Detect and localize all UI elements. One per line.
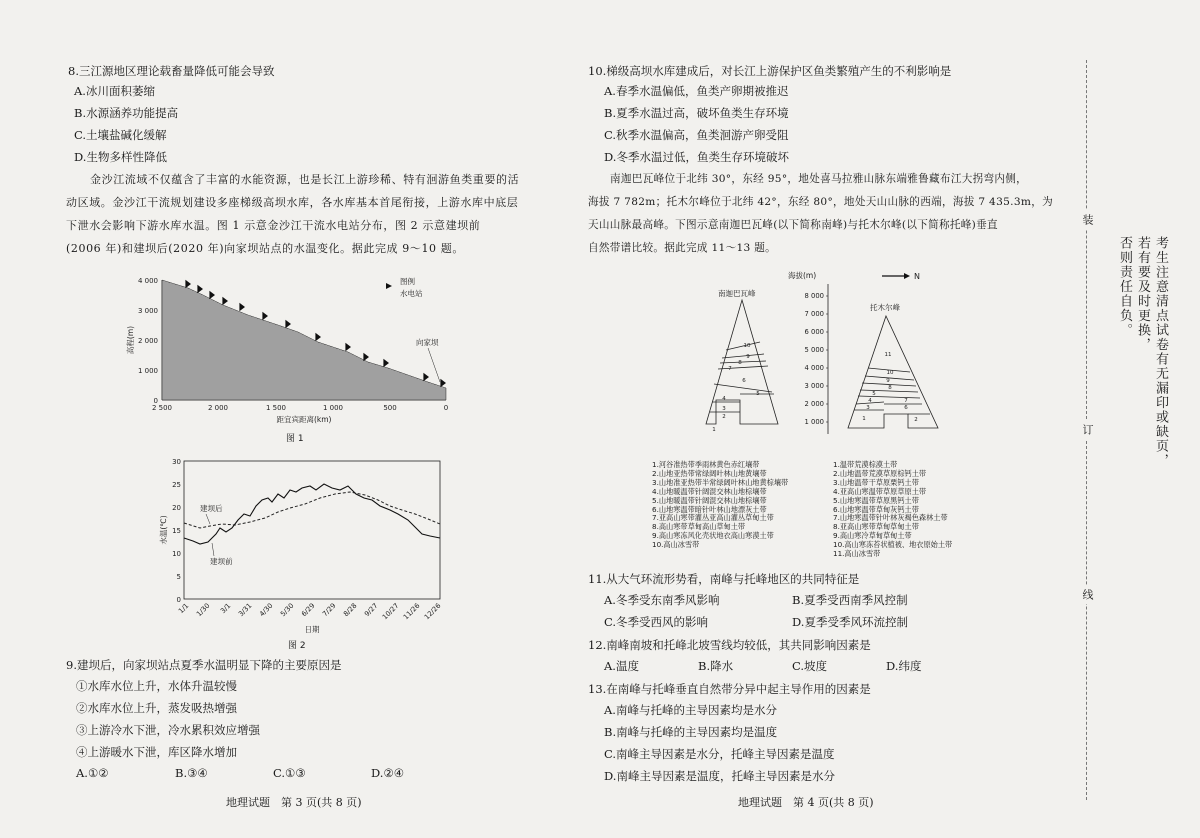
fig3-tomur-zone: 11 — [884, 352, 892, 358]
fig3-ytick: 7 000 — [804, 310, 824, 318]
fig1-xtick: 1 500 — [265, 404, 287, 412]
fig3-legend-south-item: 6.山地寒温带暗针叶林山地漂灰土带 — [652, 504, 767, 514]
fig2-xtick: 8/28 — [341, 601, 359, 619]
fig3-legend-tomur-item: 7.山地寒温带针叶林灰褐色森林土带 — [833, 513, 948, 523]
figure-1-caption: 图 1 — [286, 434, 304, 444]
q9-statement-2: ②水库水位上升，蒸发吸热增强 — [76, 701, 237, 715]
q11-option-d[interactable]: D.夏季受季风环流控制 — [792, 615, 908, 629]
fig1-ytick: 3 000 — [137, 307, 158, 315]
fig1-legend-dam-icon — [386, 283, 392, 289]
fig1-xlabel: 距宜宾距离(km) — [276, 415, 332, 424]
fig3-legend-south-item: 9.高山寒冻风化壳状地衣高山寒漠土带 — [652, 531, 774, 541]
question-11-stem: 11.从大气环流形势看，南峰与托峰地区的共同特征是 — [588, 572, 860, 586]
fig3-legend-south-item: 4.山地暖温带针阔混交林山地棕壤带 — [652, 486, 767, 496]
fig2-xtick: 6/29 — [299, 601, 317, 619]
fig3-tomur-zone: 4 — [868, 398, 872, 404]
candidate-notice — [1116, 236, 1168, 656]
passage-peaks-line-3: 天山山脉最高峰。下图示意南迦巴瓦峰(以下简称南峰)与托木尔峰(以下简称托峰)垂直 — [588, 219, 998, 231]
fig2-ytick: 15 — [172, 527, 181, 535]
footer-page-4: 地理试题 第 4 页(共 8 页) — [738, 796, 874, 809]
fig2-label-before: 建坝前 — [210, 557, 233, 566]
q13-option-d[interactable]: D.南峰主导因素是温度，托峰主导因素是水分 — [604, 769, 835, 783]
binding-mark-ding: 订 — [1079, 420, 1095, 439]
q9-option-a[interactable]: A.①② — [76, 766, 109, 780]
binding-mark-xian: 线 — [1079, 585, 1095, 604]
fig3-legend-tomur-item: 1.温带荒漠棕漠土带 — [833, 460, 898, 469]
fig3-ylabel: 海拔(m) — [788, 271, 817, 280]
fig2-ylabel: 水温(℃) — [159, 515, 168, 545]
fig3-tomur-zone: 8 — [888, 385, 892, 391]
fig3-tomur-zone: 2 — [914, 417, 918, 423]
fig3-legend-tomur-item: 3.山地温带干草原栗钙土带 — [833, 477, 919, 487]
fig1-xiangjiaba-label: 向家坝 — [416, 338, 439, 347]
fig3-legend-south-item: 2.山地亚热带常绿阔叶林山地黄壤带 — [652, 468, 767, 478]
fig3-south-zone: 4 — [722, 396, 726, 402]
fig3-legend-tomur-item: 5.山地寒温带草原黑钙土带 — [833, 495, 919, 505]
q12-option-d[interactable]: D.纬度 — [886, 659, 922, 673]
fig3-tomur-zone: 10 — [886, 370, 894, 376]
notice-line-1: 考生注意清点试卷有无漏印或缺页， — [1153, 236, 1168, 468]
fig1-ytick: 0 — [153, 397, 158, 405]
fig2-xtick: 4/30 — [257, 601, 275, 619]
q13-option-c[interactable]: C.南峰主导因素是水分，托峰主导因素是温度 — [604, 747, 835, 761]
fig3-south-zone: 1 — [712, 427, 716, 433]
fig3-legend-tomur — [833, 461, 952, 559]
q8-option-d[interactable]: D.生物多样性降低 — [74, 150, 167, 164]
fig2-xlabel: 日期 — [304, 625, 320, 634]
fig3-south-zone: 8 — [738, 360, 742, 366]
fig3-south-zone: 5 — [756, 391, 760, 397]
fig2-ytick: 20 — [172, 504, 181, 512]
q9-statement-4: ④上游暖水下泄，库区降水增加 — [76, 745, 237, 759]
fig2-xtick: 3/1 — [219, 601, 233, 616]
fig3-ytick: 3 000 — [804, 382, 824, 390]
passage-peaks-line-2: 海拔 7 782m；托木尔峰位于北纬 42°，东经 80°，地处天山山脉的西端，海拔 7 435.3m，为 — [588, 196, 1053, 208]
question-10-stem: 10.梯级高坝水库建成后，对长江上游保护区鱼类繁殖产生的不利影响是 — [588, 64, 952, 78]
q10-option-a[interactable]: A.春季水温偏低，鱼类产卵期被推迟 — [604, 84, 789, 98]
figure-2-caption: 图 2 — [288, 641, 306, 651]
fig3-ytick: 6 000 — [804, 328, 824, 336]
q12-option-a[interactable]: A.温度 — [604, 659, 639, 673]
binding-mark-zhuang: 装 — [1079, 210, 1095, 229]
fig3-legend-south-item: 8.高山寒带草甸高山草甸土带 — [652, 522, 746, 532]
passage-jinsha — [66, 168, 546, 260]
q13-option-a[interactable]: A.南峰与托峰的主导因素均是水分 — [604, 703, 777, 717]
fig2-ytick: 30 — [172, 458, 181, 466]
fig3-south-zone: 3 — [722, 406, 726, 412]
fig2-ytick: 5 — [176, 573, 181, 581]
notice-line-2: 若有要及时更换， — [1135, 236, 1150, 352]
q11-option-a[interactable]: A.冬季受东南季风影响 — [604, 593, 720, 607]
fig1-xtick: 2 500 — [151, 404, 173, 412]
passage-peaks — [588, 168, 1058, 260]
fig1-ylabel: 高程(m) — [126, 325, 135, 355]
fig3-legend-tomur-item: 11.高山冰雪带 — [833, 549, 881, 559]
fig3-tomur-zone: 7 — [904, 398, 908, 404]
passage-peaks-line-4: 自然带谱比较。据此完成 11～13 题。 — [588, 242, 777, 254]
footer-page-3: 地理试题 第 3 页(共 8 页) — [226, 796, 362, 809]
fig3-south-zone: 9 — [746, 354, 750, 360]
fig3-tomur-zone: 5 — [872, 391, 876, 397]
passage-jinsha-line-3: 下泄水会影响下游水库水温。图 1 示意金沙江干流水电站分布，图 2 示意建坝前 — [66, 219, 481, 232]
fig2-xtick: 3/31 — [236, 601, 254, 619]
q11-option-b[interactable]: B.夏季受西南季风控制 — [792, 593, 908, 607]
figure-3-vertical-zones — [660, 264, 1000, 450]
fig1-xtick: 0 — [443, 404, 449, 412]
q11-option-c[interactable]: C.冬季受西风的影响 — [604, 615, 709, 629]
q12-option-c[interactable]: C.坡度 — [792, 659, 828, 673]
fig2-xtick: 11/26 — [401, 601, 422, 622]
fig2-ytick: 25 — [172, 481, 181, 489]
question-13-stem: 13.在南峰与托峰垂直自然带分异中起主导作用的因素是 — [588, 682, 871, 696]
fig3-legend-tomur-item: 10.高山寒冻苔状植被、地衣原始土带 — [833, 540, 953, 550]
fig3-peak-tomur-label: 托木尔峰 — [870, 303, 900, 312]
fig3-legend-south-item: 1.河谷准热带季雨林黄色赤红壤带 — [652, 460, 760, 469]
q10-option-d[interactable]: D.冬季水温过低，鱼类生存环境破坏 — [604, 150, 789, 164]
fig3-legend-south-item: 10.高山冰雪带 — [652, 540, 700, 550]
fig3-tomur-zone: 6 — [904, 405, 908, 411]
question-9-stem: 9.建坝后，向家坝站点夏季水温明显下降的主要原因是 — [66, 658, 342, 672]
fig3-tomur-zone: 9 — [886, 378, 890, 384]
fig3-legend-south-item: 7.亚高山寒带灌丛亚高山灌丛草甸土带 — [652, 513, 774, 523]
q9-option-b[interactable]: B.③④ — [175, 766, 208, 780]
q8-option-c[interactable]: C.土壤盐碱化缓解 — [74, 128, 167, 142]
fig2-xtick: 7/29 — [320, 601, 338, 619]
fig3-ytick: 4 000 — [804, 364, 824, 372]
q9-statement-1: ①水库水位上升，水体升温较慢 — [76, 679, 237, 693]
fig1-ytick: 1 000 — [137, 367, 158, 375]
fig3-legend-tomur-item: 8.亚高山寒带草甸草甸土带 — [833, 522, 919, 532]
fig2-xtick: 1/30 — [194, 601, 212, 619]
question-8-stem: 8.三江源地区理论载畜量降低可能会导致 — [68, 64, 275, 78]
fig1-legend-title: 图例 — [400, 277, 415, 286]
fig1-xtick: 500 — [383, 404, 397, 412]
fig3-legend-south-item: 3.山地准亚热带半常绿阔叶林山地黄棕壤带 — [652, 477, 789, 487]
fig2-xtick: 1/1 — [177, 601, 191, 616]
fig3-peak-south-label: 南迦巴瓦峰 — [718, 289, 756, 298]
fig3-ytick: 1 000 — [804, 418, 824, 426]
fig3-legend-tomur-item: 2.山地温带荒漠草原棕钙土带 — [833, 468, 927, 478]
fig3-south-zone: 7 — [728, 366, 732, 372]
q9-statement-3: ③上游冷水下泄，冷水累积效应增强 — [76, 723, 260, 737]
passage-jinsha-line-2: 动区域。金沙江干流规划建设多座梯级高坝水库，各水库基本首尾衔接，上游水库中底层 — [66, 196, 519, 209]
fig3-legend-tomur-item: 9.高山寒冷草甸草甸土带 — [833, 531, 912, 541]
passage-peaks-line-1: 南迦巴瓦峰位于北纬 30°，东经 95°，地处喜马拉雅山脉东端雅鲁藏布江大拐弯内侧， — [610, 173, 1028, 185]
fig2-series-before — [184, 484, 440, 544]
q8-option-b[interactable]: B.水源涵养功能提高 — [74, 106, 179, 120]
fig3-peak-south-mountain — [706, 300, 778, 424]
fig2-xtick: 12/26 — [422, 601, 443, 622]
fig1-elevation-profile — [162, 280, 446, 400]
fig2-xtick: 9/27 — [362, 601, 380, 619]
fig3-ytick: 5 000 — [804, 346, 824, 354]
q9-option-c[interactable]: C.①③ — [273, 766, 306, 780]
fig2-xtick: 10/27 — [380, 601, 401, 622]
passage-jinsha-line-1: 金沙江流域不仅蕴含了丰富的水能资源，也是长江上游珍稀、特有洄游鱼类重要的活 — [90, 173, 520, 186]
fig1-xtick: 2 000 — [207, 404, 229, 412]
fig2-xtick: 5/30 — [278, 601, 296, 619]
q10-option-b[interactable]: B.夏季水温过高，破坏鱼类生存环境 — [604, 106, 789, 120]
notice-line-3: 否则责任自负。 — [1117, 236, 1132, 338]
fig1-legend-item: 水电站 — [400, 289, 423, 298]
fig2-label-after: 建坝后 — [200, 504, 223, 513]
fig2-ytick: 10 — [172, 550, 181, 558]
fig3-ytick: 2 000 — [804, 400, 824, 408]
question-12-stem: 12.南峰南坡和托峰北坡雪线均较低，其共同影响因素是 — [588, 638, 871, 652]
figure-2-water-temperature — [160, 454, 450, 634]
q12-option-b[interactable]: B.降水 — [698, 659, 734, 673]
fig3-tomur-zone: 3 — [866, 405, 870, 411]
fig3-south-zone: 10 — [743, 343, 751, 349]
q8-option-a[interactable]: A.冰川面积萎缩 — [74, 84, 155, 98]
q9-option-d[interactable]: D.②④ — [371, 766, 405, 780]
q13-option-b[interactable]: B.南峰与托峰的主导因素均是温度 — [604, 725, 778, 739]
fig1-ytick: 2 000 — [137, 337, 158, 345]
fig3-ytick: 8 000 — [804, 292, 824, 300]
fig3-south-zone: 6 — [742, 378, 746, 384]
fig3-legend-tomur-item: 4.亚高山寒温带草原草原土带 — [833, 486, 927, 496]
fig1-xtick: 1 000 — [322, 404, 344, 412]
figure-1-profile — [128, 270, 458, 450]
fig1-ytick: 4 000 — [137, 277, 158, 285]
fig3-legend-south — [652, 461, 788, 550]
fig3-legend-tomur-item: 6.山地寒温带草甸灰钙土带 — [833, 504, 919, 514]
q10-option-c[interactable]: C.秋季水温偏高，鱼类洄游产卵受阻 — [604, 128, 789, 142]
passage-jinsha-line-4: (2006 年)和建坝后(2020 年)向家坝站点的水温变化。据此完成 9～10 题。 — [66, 242, 464, 255]
fig3-legend-south-item: 5.山地暖温带针阔混交林山地棕壤带 — [652, 495, 767, 505]
fig2-ytick: 0 — [176, 596, 181, 604]
fig3-north-label: N — [914, 272, 920, 281]
fig3-tomur-zone: 1 — [862, 416, 866, 422]
fig3-south-zone: 2 — [722, 414, 726, 420]
